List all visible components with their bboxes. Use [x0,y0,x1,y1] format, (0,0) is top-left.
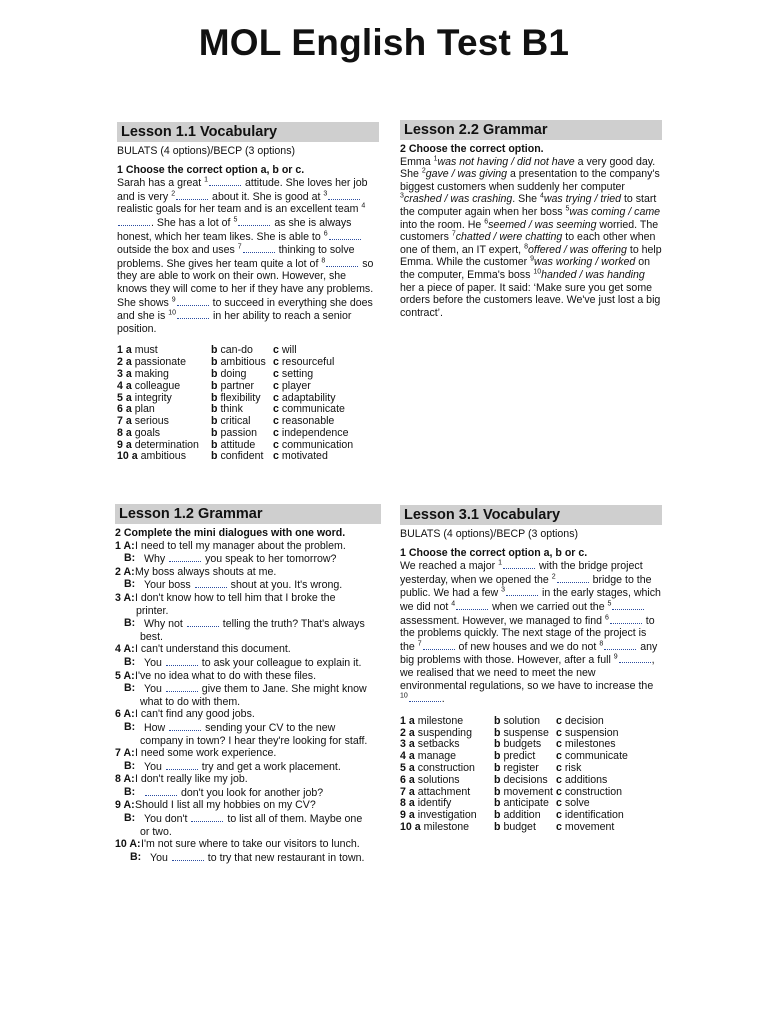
lesson-3-1-panel [400,505,662,833]
option-row [400,809,662,821]
speaker-label: B: [124,759,136,772]
option-b[interactable]: b budgets [494,738,542,751]
option-row [400,727,662,739]
dialogue-text: You try and get a work placement. [144,760,341,773]
option-row [117,368,379,380]
option-b[interactable]: b anticipate [494,797,549,810]
dialogue-text: How sending your CV to the new [144,721,336,734]
option-b[interactable]: b passion [211,426,257,439]
gap-4[interactable] [456,600,488,610]
speaker-label: B: [124,812,136,825]
lesson-1-2-panel [115,504,381,864]
answer-gap[interactable] [166,656,198,666]
gap-9[interactable] [177,296,209,306]
lesson-2-2-panel [400,120,662,319]
option-a[interactable]: 9 a determination [117,438,199,451]
speaker-label: B: [124,720,136,733]
answer-gap[interactable] [169,721,201,731]
answer-gap[interactable] [166,682,198,692]
lesson-1-1-subheading: BULATS (4 options)/BECP (3 options) [117,145,296,157]
speaker-label: 8 A: [115,773,135,786]
gap-3[interactable] [328,190,360,200]
dialogue-continuation: printer. [136,604,169,617]
lesson-1-1-paragraph: Sarah has a great $^1$ attitude. She loves her job and is very $^2$ about it. She is good at $^3$ realistic goals for her team and is an excellent team $^4$. She has a lot of $^5$ as she is always honest, which her team likes. She is able to $^6$ outside the box and uses $^7$ thinking to solve problems. She gives her team quite a lot of $^8$ so they are able to work on their own. However, she knows they will come to her if they have any problems. She shows $^9$ to succeed in everything she does and she is $^{10}$ in her ability to reach a senior position. [117,176,374,335]
option-c[interactable]: c construction [556,785,623,798]
gap-5[interactable] [612,600,644,610]
option-b[interactable]: b partner [211,379,255,392]
dialogue-line [115,799,381,812]
answer-gap[interactable] [187,617,219,627]
option-row [117,439,379,451]
option-row [117,415,379,427]
dialogue-line [115,747,381,760]
option-b[interactable]: b can-do [211,344,253,357]
option-row [117,344,379,356]
gap-1[interactable] [209,176,241,186]
gap-10[interactable] [409,692,441,702]
option-c[interactable]: c suspension [556,726,619,739]
option-c[interactable]: c reasonable [273,415,335,428]
speaker-label: B: [124,552,136,565]
lesson-1-2-instruction: 2 Complete the mini dialogues with one word. [115,527,346,539]
lesson-2-2-instruction: 2 Choose the correct option. [400,143,544,155]
option-a[interactable]: 7 a attachment [400,785,471,798]
option-row [400,821,662,833]
dialogue-continuation: what to do with them. [140,695,241,708]
option-a[interactable]: 9 a investigation [400,809,477,822]
option-row [400,750,662,762]
lesson-3-1-instruction: 1 Choose the correct option a, b or c. [400,546,588,559]
dialogue-line [115,721,381,735]
speaker-label: 2 A: [115,565,135,578]
option-c[interactable]: c communicate [556,750,628,763]
answer-gap[interactable] [166,760,198,770]
speaker-label: B: [124,578,136,591]
dialogue-line [115,682,381,696]
lesson-1-1-panel [117,122,379,462]
speaker-label: B: [124,617,136,630]
dialogue-text: I've no idea what to do with these files. [135,669,317,682]
option-b[interactable]: b attitude [211,438,256,451]
gap-4[interactable] [118,216,150,226]
gap-6[interactable] [329,230,361,240]
option-b[interactable]: b budget [494,820,536,833]
dialogue-line [115,773,381,786]
dialogue-continuation: or two. [140,825,172,838]
gap-7[interactable] [243,243,275,253]
option-a[interactable]: 2 a suspending [400,726,472,739]
option-b[interactable]: b flexibility [211,391,261,404]
gap-2[interactable] [176,190,208,200]
speaker-label: B: [124,655,136,668]
option-c[interactable]: c resourceful [273,356,335,369]
option-b[interactable]: b confident [211,450,264,463]
option-c[interactable]: c motivated [273,450,328,463]
option-c[interactable]: c setting [273,367,314,380]
option-row [117,450,379,462]
dialogue-text: I need to tell my manager about the problem. [135,539,346,552]
dialogue-text: You give them to Jane. She might know [144,683,367,696]
option-c[interactable]: c risk [556,761,582,774]
dialogue-line [115,838,381,851]
option-a[interactable]: 7 a serious [117,415,169,428]
option-c[interactable]: c communicate [273,403,345,416]
speaker-label: 6 A: [115,708,135,721]
speaker-label: B: [124,682,136,695]
dialogue-text: You to ask your colleague to explain it. [144,656,362,669]
option-b[interactable]: b predict [494,750,536,763]
option-a[interactable]: 5 a construction [400,761,475,774]
dialogue-line [115,656,381,670]
option-a[interactable]: 5 a integrity [117,391,172,404]
option-a[interactable]: 1 a must [117,344,158,357]
dialogue-text: I can't find any good jobs. [135,708,255,721]
dialogue-text: Your boss shout at you. It's wrong. [144,579,343,592]
answer-gap[interactable] [169,552,201,562]
option-a[interactable]: 6 a plan [117,403,155,416]
dialogue-text: My boss always shouts at me. [135,565,277,578]
dialogue-continuation: company in town? I hear they're looking for staff. [140,734,368,747]
option-c[interactable]: c movement [556,820,615,833]
dialogue-continuation: best. [140,630,163,643]
gap-7[interactable] [423,640,455,650]
dialogue-text: You to try that new restaurant in town. [150,851,365,864]
answer-gap[interactable] [191,812,223,822]
speaker-label: 9 A: [115,799,135,812]
dialogue-line [115,540,381,553]
lesson-1-2-dialogues [115,540,381,865]
option-a[interactable]: 4 a colleague [117,379,181,392]
option-a[interactable]: 10 a milestone [400,820,469,833]
option-b[interactable]: b register [494,761,539,774]
option-row [400,797,662,809]
dialogue-text: I need some work experience. [135,747,277,760]
speaker-label: 1 A: [115,539,135,552]
dialogue-text: Should I list all my hobbies on my CV? [135,799,316,812]
option-b[interactable]: b movement [494,785,553,798]
dialogue-line [115,578,381,592]
option-c[interactable]: c adaptability [273,391,336,404]
lesson-2-2-paragraph: Emma $^1$was not having / did not have a very good day. She $^2$gave / was giving a presentation to the company's biggest customers when suddenly her computer $^3$crashed / was crashing. She $^4$was trying / tried to start the computer again when her boss $^5$was coming / came into the room. He $^6$seemed / was seeming worried. The customers $^7$chatted / were chatting to each other when one of them, an IT expert, $^8$offered / was offering to help Emma. While the customer $^9$was working / worked on the computer, Emma's boss $^{10}$handed / was handing her a piece of paper. It said: ‘Make sure you get some orders before the customers leave. We've just lost a big contract’. [400,155,662,319]
option-a[interactable]: 3 a making [117,367,169,380]
gap-5[interactable] [238,216,270,226]
dialogue-line [115,708,381,721]
option-row [117,380,379,392]
dialogue-line [115,643,381,656]
option-b[interactable]: b suspense [494,726,549,739]
document-title: MOL English Test B1 [198,22,570,63]
answer-gap[interactable] [172,851,204,861]
gap-1[interactable] [503,559,535,569]
dialogue-line [115,566,381,579]
speaker-label: 7 A: [115,747,135,760]
dialogue-line [115,552,381,566]
option-c[interactable]: c milestones [556,738,616,751]
option-b[interactable]: b critical [211,415,251,428]
option-row [400,738,662,750]
option-b[interactable]: b solution [494,714,540,727]
lesson-3-1-options [400,715,662,833]
speaker-label: B: [124,785,136,798]
gap-8[interactable] [326,257,358,267]
answer-gap[interactable] [195,578,227,588]
dialogue-text: I don't really like my job. [135,773,248,786]
dialogue-line [115,786,381,800]
option-c[interactable]: c will [273,344,297,357]
option-a[interactable]: 8 a goals [117,426,161,439]
option-c[interactable]: c identification [556,809,624,822]
option-a[interactable]: 8 a identify [400,797,452,810]
option-row [400,786,662,798]
speaker-label: 5 A: [115,669,135,682]
option-row [117,392,379,404]
option-row [117,403,379,415]
lesson-3-1-heading: Lesson 3.1 Vocabulary [400,505,662,525]
option-b[interactable]: b ambitious [211,356,266,369]
dialogue-text: I don't know how to tell him that I broke the [135,591,336,604]
lesson-1-1-options [117,344,379,462]
dialogue-text: I'm not sure where to take our visitors to lunch. [141,838,360,851]
option-a[interactable]: 2 a passionate [117,356,187,369]
dialogue-line [115,851,381,865]
option-b[interactable]: b decisions [494,773,548,786]
dialogue-line [115,592,381,605]
option-a[interactable]: 4 a manage [400,750,457,763]
lesson-3-1-subheading: BULATS (4 options)/BECP (3 options) [400,528,579,540]
option-row [117,356,379,368]
option-c[interactable]: c player [273,379,311,392]
option-b[interactable]: b addition [494,809,541,822]
lesson-2-2-heading: Lesson 2.2 Grammar [400,120,662,140]
option-row [117,427,379,439]
lesson-1-1-heading: Lesson 1.1 Vocabulary [117,122,379,142]
dialogue-line [115,670,381,683]
speaker-label: 3 A: [115,591,135,604]
option-a[interactable]: 10 a ambitious [117,450,186,463]
speaker-label: 4 A: [115,643,135,656]
dialogue-line [115,760,381,774]
dialogue-text: don't you look for another job? [144,786,381,800]
gap-6[interactable] [610,614,642,624]
option-row [400,762,662,774]
speaker-label: 10 A: [115,838,141,851]
option-b[interactable]: b think [211,403,243,416]
gap-10[interactable] [177,309,209,319]
lesson-1-2-heading: Lesson 1.2 Grammar [115,504,381,524]
dialogue-text: Why you speak to her tomorrow? [144,553,337,566]
speaker-label: B: [130,850,142,863]
option-row [400,715,662,727]
answer-gap[interactable] [145,786,177,796]
gap-3[interactable] [506,586,538,596]
option-c[interactable]: c solve [556,797,590,810]
dialogue-text: Why not telling the truth? That's always [144,618,365,631]
gap-8[interactable] [604,640,636,650]
gap-2[interactable] [557,573,589,583]
option-row [400,774,662,786]
gap-9[interactable] [619,653,651,663]
option-a[interactable]: 3 a setbacks [400,738,460,751]
option-a[interactable]: 6 a solutions [400,773,460,786]
dialogue-text: I can't understand this document. [135,643,291,656]
dialogue-line [115,812,381,826]
option-c[interactable]: c additions [556,773,608,786]
option-a[interactable]: 1 a milestone [400,714,464,727]
dialogue-line [115,617,381,631]
lesson-3-1-paragraph: We reached a major $^1$ with the bridge project yesterday, when we opened the $^2$ bridge to the public. We had a few $^3$ in the early stages, which we did not $^4$ when we carried out the $^5$ assessment. However, we managed to find $^6$ to the problems quickly. The next stage of the project is the $^7$ of new houses and we do not $^8$ any big problems with those. However, after a full $^9$ , we realised that we need to meet the new environmental regulations, so we have to increase the $^{10}$ . [400,559,661,706]
option-b[interactable]: b doing [211,367,247,380]
option-c[interactable]: c independence [273,426,349,439]
option-c[interactable]: c communication [273,438,354,451]
lesson-1-1-instruction: 1 Choose the correct option a, b or c. [117,163,305,176]
option-c[interactable]: c decision [556,714,604,727]
dialogue-text: You don't to list all of them. Maybe one [144,813,363,826]
